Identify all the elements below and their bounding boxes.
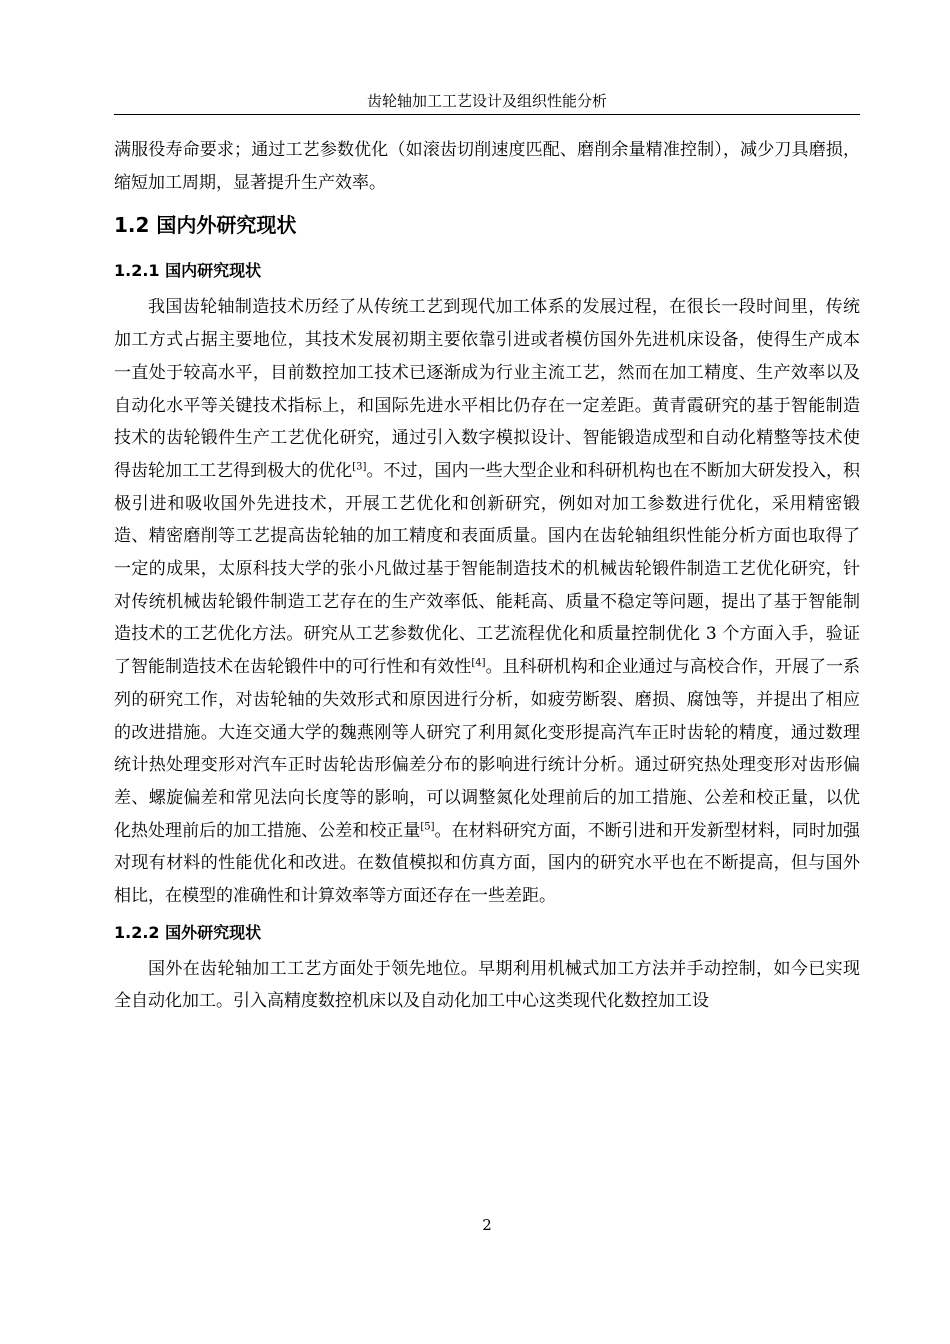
subsection-heading-1-2-2: 1.2.2 国外研究现状 <box>114 922 262 942</box>
domestic-text-part-1: 我国齿轮轴制造技术历经了从传统工艺到现代加工体系的发展过程，在很长一段时间里，传统加工方式占据主要地位，其技术发展初期主要依靠引进或者模仿国外先进机床设备，使得生产成本一直处于较高水平，目前数控加工技术已逐渐成为行业主流工艺，然而在加工精度、生产效率以及自动化水平等关键技术指标上，和国际先进水平相比仍存在一定差距。黄青霞研究的基于智能制造技术的齿轮锻件生产工艺优化研究，通过引入数字模拟设计、智能锻造成型和自动化精整等技术使得齿轮加工工艺得到极大的优化 <box>114 297 860 481</box>
domestic-text-part-2: 。不过，国内一些大型企业和科研机构也在不断加大研发投入，积极引进和吸收国外先进技术，开展工艺优化和创新研究，例如对加工参数进行优化，采用精密锻造、精密磨削等工艺提高齿轮轴的加工精度和表面质量。国内在齿轮轴组织性能分析方面也取得了一定的成果，太原科技大学的张小凡做过基于智能制造技术的机械齿轮锻件制造工艺优化研究，针对传统机械齿轮锻件制造工艺存在的生产效率低、能耗高、质量不稳定等问题，提出了基于智能制造技术的工艺优化方法。研究从工艺参数优化、工艺流程优化和质量控制优化 3 个方面入手，验证了智能制造技术在齿轮锻件中的可行性和有效性 <box>114 460 861 678</box>
page-number: 2 <box>482 1216 492 1234</box>
intro-paragraph: 满服役寿命要求；通过工艺参数优化（如滚齿切削速度匹配、磨削余量精准控制），减少刀具磨损，缩短加工周期，显著提升生产效率。 <box>114 140 860 193</box>
section-heading-1-2: 1.2 国内外研究现状 <box>114 213 297 238</box>
page-body <box>114 134 860 1018</box>
foreign-research-paragraph: 国外在齿轮轴加工工艺方面处于领先地位。早期利用机械式加工方法并手动控制，如今已实现全自动化加工。引入高精度数控机床以及自动化加工中心这类现代化数控加工设 <box>114 958 860 1012</box>
domestic-research-paragraph <box>114 291 860 912</box>
domestic-text-part-3: 。且科研机构和企业通过与高校合作，开展了一系列的研究工作，对齿轮轴的失效形式和原因进行分析，如疲劳断裂、磨损、腐蚀等，并提出了相应的改进措施。大连交通大学的魏燕刚等人研究了利用氮化变形提高汽车正时齿轮的精度，通过数理统计热处理变形对汽车正时齿轮齿形偏差分布的影响进行统计分析。通过研究热处理变形对齿形偏差、螺旋偏差和常见法向长度等的影响，可以调整氮化处理前后的加工措施、公差和校正量，以优化热处理前后的加工措施、公差和校正量 <box>114 657 861 841</box>
header-title: 齿轮轴加工工艺设计及组织性能分析 <box>366 92 607 110</box>
subsection-heading-1-2-1: 1.2.1 国内研究现状 <box>114 261 262 281</box>
citation-4: [4] <box>471 657 486 669</box>
citation-3: [3] <box>352 461 367 473</box>
running-header <box>114 90 860 115</box>
citation-5: [5] <box>420 821 435 832</box>
domestic-text-part-4: 。在材料研究方面，不断引进和开发新型材料，同时加强对现有材料的性能优化和改进。在数值模拟和仿真方面，国内的研究水平也在不断提高，但与国外相比，在模型的准确性和计算效率等方面还存在一些差距。 <box>114 820 861 907</box>
